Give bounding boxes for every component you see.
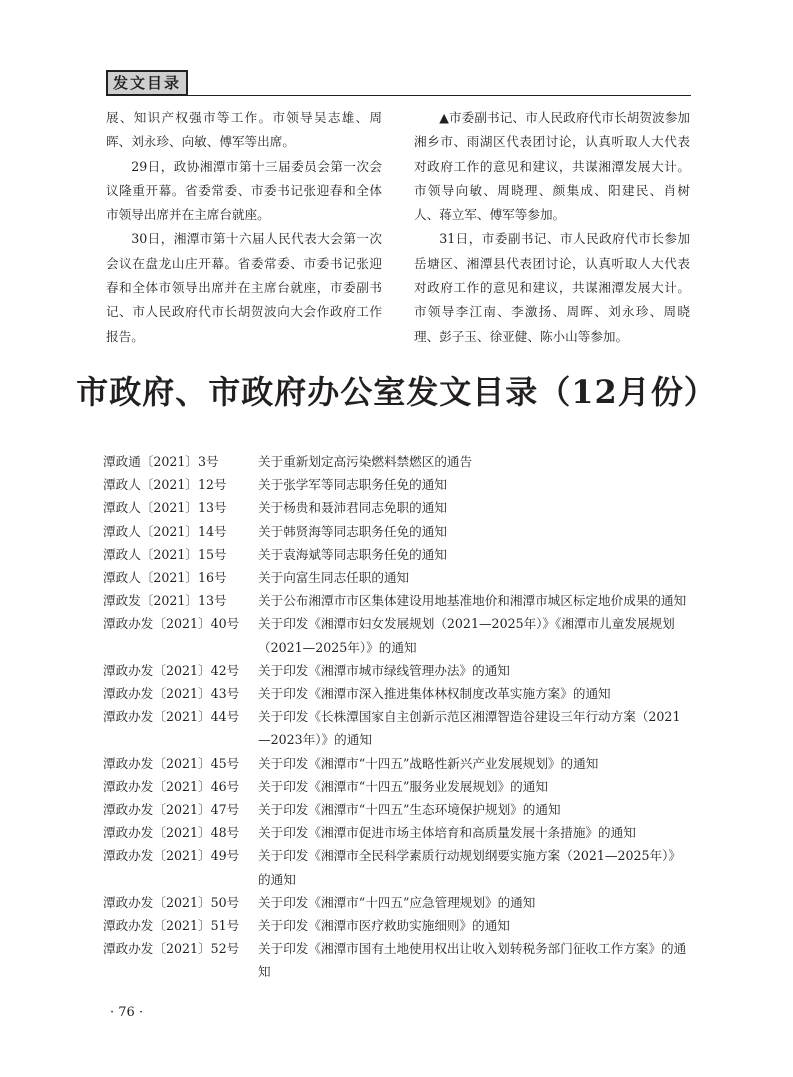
document-row <box>103 612 693 658</box>
document-number: 潭政人〔2021〕16号 <box>103 570 227 586</box>
document-title: 关于印发《湘潭市全民科学素质行动规划纲要实施方案（2021—2025年）》的通知 <box>258 848 682 887</box>
document-row <box>103 798 693 821</box>
document-title: 关于印发《湘潭市城市绿线管理办法》的通知 <box>258 662 510 678</box>
document-row <box>103 566 693 589</box>
document-number: 潭政办发〔2021〕49号 <box>103 848 240 864</box>
document-number: 潭政办发〔2021〕43号 <box>103 686 240 702</box>
header-rule <box>106 95 691 96</box>
document-number: 潭政办发〔2021〕40号 <box>103 616 240 632</box>
document-title: 关于重新划定高污染燃料禁燃区的通告 <box>258 454 473 469</box>
document-title: 关于袁海斌等同志职务任免的通知 <box>258 546 447 562</box>
document-row <box>103 659 693 682</box>
paragraph: ▲市委副书记、市人民政府代市长胡贺波参加湘乡市、雨湖区代表团讨论，认真听取人大代表对政府工作的意见和建议，共谋湘潭发展大计。市领导向敏、周晓理、颜集成、阳建民、肖树人、蒋立军、傅军等参加。 <box>414 110 690 223</box>
document-row <box>103 543 693 566</box>
document-number: 潭政人〔2021〕12号 <box>103 477 227 493</box>
document-title: 关于张学军等同志职务任免的通知 <box>258 477 447 493</box>
document-row <box>103 473 693 496</box>
page-number: · 76 · <box>110 1005 144 1020</box>
document-title: 关于印发《湘潭市妇女发展规划（2021—2025年）》《湘潭市儿童发展规划（2021—2025年）》的通知 <box>258 616 675 655</box>
document-number: 潭政办发〔2021〕46号 <box>103 778 240 794</box>
paragraph: 30日，湘潭市第十六届人民代表大会第一次会议在盘龙山庄开幕。省委常委、市委书记张迎春和全体市领导出席并在主席台就座，市委副书记、市人民政府代市长胡贺波向大会作政府工作报告。 <box>106 231 382 344</box>
document-number: 潭政人〔2021〕13号 <box>103 500 227 516</box>
document-number: 潭政办发〔2021〕47号 <box>103 802 240 818</box>
document-number: 潭政办发〔2021〕51号 <box>103 918 240 934</box>
document-row <box>103 844 693 890</box>
document-number: 潭政办发〔2021〕44号 <box>103 709 240 725</box>
document-title: 关于印发《湘潭市促进市场主体培育和高质量发展十条措施》的通知 <box>258 825 636 841</box>
document-title: 关于公布湘潭市市区集体建设用地基准地价和湘潭市城区标定地价成果的通知 <box>258 593 687 609</box>
paragraph: 31日，市委副书记、市人民政府代市长参加岳塘区、湘潭县代表团讨论，认真听取人大代表对政府工作的意见和建议，共谋湘潭发展大计。市领导李江南、李激扬、周晖、刘永珍、周晓理、彭子玉、徐亚健、陈小山等参加。 <box>414 231 690 344</box>
document-row <box>103 775 693 798</box>
document-number: 潭政通〔2021〕3号 <box>103 454 219 469</box>
document-number: 潭政办发〔2021〕50号 <box>103 894 240 910</box>
document-row <box>103 914 693 937</box>
document-number: 潭政办发〔2021〕48号 <box>103 825 240 841</box>
document-title: 关于向富生同志任职的通知 <box>258 570 410 586</box>
document-number: 潭政人〔2021〕15号 <box>103 546 227 562</box>
main-title: 市政府、市政府办公室发文目录（12月份） <box>76 373 717 411</box>
document-row <box>103 705 693 751</box>
document-title: 关于印发《湘潭市医疗救助实施细则》的通知 <box>258 918 510 934</box>
document-number: 潭政办发〔2021〕42号 <box>103 662 240 678</box>
document-title: 关于韩贤海等同志职务任免的通知 <box>258 523 447 539</box>
document-list <box>103 450 693 984</box>
document-title: 关于印发《湘潭市“十四五”生态环境保护规划》的通知 <box>258 802 561 818</box>
document-row <box>103 520 693 543</box>
document-title: 关于杨贵和聂沛君同志免职的通知 <box>258 500 447 516</box>
document-number: 潭政办发〔2021〕45号 <box>103 755 240 771</box>
document-title: 关于印发《湘潭市深入推进集体林权制度改革实施方案》的通知 <box>258 686 611 702</box>
document-title: 关于印发《湘潭市“十四五”战略性新兴产业发展规划》的通知 <box>258 755 599 771</box>
right-text-column <box>414 106 690 349</box>
document-row <box>103 752 693 775</box>
document-row <box>103 682 693 705</box>
section-tag: 发文目录 <box>106 70 188 96</box>
document-row <box>103 496 693 519</box>
document-row <box>103 589 693 612</box>
document-title: 关于印发《湘潭市“十四五”应急管理规划》的通知 <box>258 894 536 910</box>
document-row <box>103 891 693 914</box>
document-title: 关于印发《湘潭市“十四五”服务业发展规划》的通知 <box>258 778 548 794</box>
document-title: 关于印发《湘潭市国有土地使用权出让收入划转税务部门征收工作方案》的通知 <box>258 941 687 980</box>
document-number: 潭政人〔2021〕14号 <box>103 523 227 539</box>
document-number: 潭政发〔2021〕13号 <box>103 593 227 609</box>
document-row <box>103 937 693 983</box>
document-row <box>103 821 693 844</box>
paragraph: 展、知识产权强市等工作。市领导吴志雄、周晖、刘永珍、向敏、傅军等出席。 <box>106 110 382 150</box>
document-title: 关于印发《长株潭国家自主创新示范区湘潭智造谷建设三年行动方案（2021—2023年）》的通知 <box>258 709 681 748</box>
document-row <box>103 450 693 473</box>
paragraph: 29日，政协湘潭市第十三届委员会第一次会议隆重开幕。省委常委、市委书记张迎春和全体市领导出席并在主席台就座。 <box>106 158 382 223</box>
left-text-column <box>106 106 382 349</box>
document-number: 潭政办发〔2021〕52号 <box>103 941 240 957</box>
